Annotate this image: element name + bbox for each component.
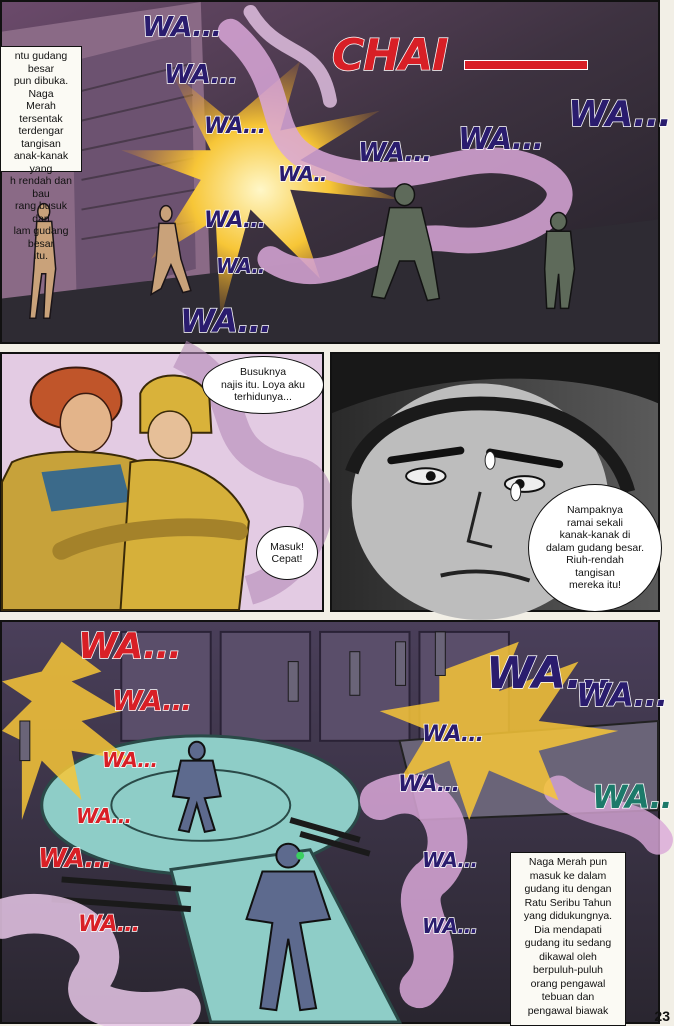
panel-4-caption bbox=[510, 852, 626, 1026]
sfx-wa: WA... bbox=[422, 722, 483, 747]
speech-bubble-busuknya bbox=[202, 356, 324, 414]
sfx-chai: CHAI bbox=[332, 30, 448, 81]
sfx-wa: WA... bbox=[112, 684, 191, 717]
caption-line: dikawal oleh bbox=[539, 950, 597, 963]
sfx-wa: WA... bbox=[458, 122, 543, 157]
sfx-wa: WA... bbox=[486, 648, 613, 699]
caption-line: anak-kanak yang bbox=[13, 150, 69, 175]
panel-3-closeup-face bbox=[330, 352, 660, 612]
caption-line: itu. bbox=[33, 250, 48, 262]
bubble-line: Masuk! bbox=[270, 540, 304, 553]
sfx-wa: WA... bbox=[164, 60, 237, 90]
sfx-wa: WA... bbox=[568, 94, 671, 135]
bubble-line: kanak-kanak di bbox=[559, 529, 631, 542]
bubble-line: Nampaknya bbox=[566, 504, 623, 517]
speech-bubble-masuk bbox=[256, 526, 318, 580]
bubble-line: terhidunya... bbox=[234, 391, 292, 404]
panel-1-artwork bbox=[2, 2, 658, 342]
caption-line: berpuluh-puluh bbox=[532, 964, 604, 976]
caption-line: gudang itu dengan bbox=[524, 883, 612, 895]
caption-line: terdengar tangisan bbox=[18, 125, 64, 150]
caption-line: ntu gudang besar bbox=[14, 50, 68, 75]
bubble-line: najis itu. Loya aku bbox=[220, 378, 306, 391]
caption-line: pengawal biawak bbox=[527, 1004, 609, 1017]
sfx-wa: WA... bbox=[38, 844, 111, 874]
caption-line: Ratu Seribu Tahun bbox=[524, 896, 612, 909]
sfx-wa: WA... bbox=[78, 912, 139, 937]
caption-line: tebuan dan bbox=[541, 991, 595, 1003]
sfx-wa: WA.. bbox=[216, 254, 265, 278]
sfx-wa: WA... bbox=[142, 10, 221, 43]
sfx-wa: WA... bbox=[358, 138, 431, 168]
bubble-line: Riuh-rendah bbox=[566, 554, 624, 567]
bubble-line: dalam gudang besar. bbox=[545, 541, 645, 554]
bubble-line: Busuknya bbox=[239, 366, 287, 379]
caption-line: rang busuk dari bbox=[15, 200, 67, 225]
caption-line: Merah tersentak bbox=[19, 100, 63, 125]
sfx-wa: WA... bbox=[102, 748, 157, 772]
sfx-wa: WA... bbox=[576, 676, 667, 714]
sfx-wa: WA... bbox=[204, 208, 265, 233]
panel-2-heroes-entering bbox=[0, 352, 324, 612]
sfx-chai-dash bbox=[464, 60, 588, 70]
sfx-wa: WA... bbox=[76, 804, 131, 828]
bubble-line: Cepat! bbox=[271, 553, 303, 565]
bubble-line: ramai sekali bbox=[566, 516, 623, 529]
caption-line: gudang itu sedang bbox=[524, 937, 612, 949]
speech-bubble-nampaknya bbox=[528, 484, 662, 612]
caption-line: lam gudang besar bbox=[13, 225, 69, 250]
sfx-wa: WA... bbox=[398, 772, 459, 797]
caption-line: h rendah dan bau bbox=[10, 175, 72, 200]
caption-line: masuk ke dalam bbox=[529, 869, 607, 882]
caption-line: orang pengawal bbox=[530, 977, 606, 990]
bubble-line: mereka itu! bbox=[569, 579, 621, 592]
sfx-wa: WA... bbox=[422, 914, 477, 938]
page-number: 23 bbox=[654, 1008, 670, 1024]
sfx-wa: WA... bbox=[204, 114, 265, 139]
panel-1-warehouse-door bbox=[0, 0, 671, 344]
sfx-wa: WA.. bbox=[278, 162, 327, 186]
panel-1-caption bbox=[0, 46, 82, 262]
sfx-wa: WA... bbox=[422, 848, 477, 872]
sfx-wa-teal: WA.. bbox=[592, 778, 672, 816]
caption-line: Dia mendapati bbox=[534, 923, 602, 936]
sfx-wa: WA... bbox=[78, 626, 181, 667]
bubble-line: tangisan bbox=[575, 566, 615, 579]
caption-line: pun dibuka. Naga bbox=[13, 75, 69, 100]
caption-line: yang didukungnya. bbox=[523, 910, 613, 922]
caption-line: Naga Merah pun bbox=[528, 856, 608, 868]
sfx-wa: WA... bbox=[180, 302, 271, 340]
